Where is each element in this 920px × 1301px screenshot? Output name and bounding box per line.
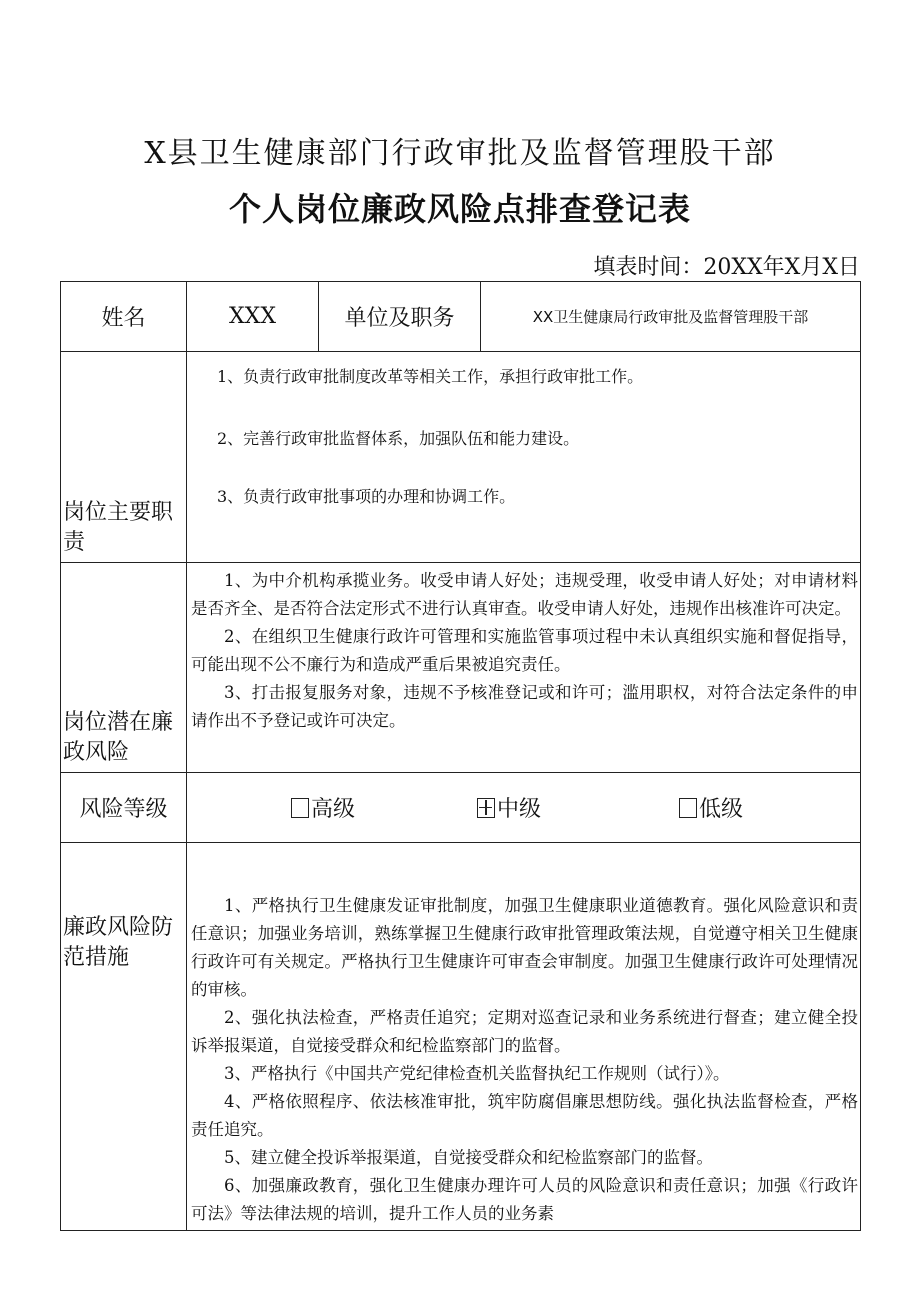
registration-form-table bbox=[60, 281, 861, 1231]
duty-item: 3、负责行政审批事项的办理和协调工作。 bbox=[217, 487, 516, 506]
risk-option-low[interactable] bbox=[679, 792, 743, 823]
risk-level-options bbox=[187, 773, 861, 843]
name-value: XXX bbox=[187, 282, 319, 352]
measure-item: 3、严格执行《中国共产党纪律检查机关监督执纪工作规则（试行）》。 bbox=[224, 1064, 730, 1083]
checkbox-medium-checked[interactable] bbox=[477, 798, 495, 818]
duties-content bbox=[187, 352, 861, 563]
name-label: 姓名 bbox=[61, 282, 187, 352]
checkbox-high[interactable] bbox=[291, 798, 309, 818]
risk-option-high-label: 高级 bbox=[311, 797, 356, 822]
risk-option-low-label: 低级 bbox=[699, 797, 744, 822]
measure-item: 4、严格依照程序、依法核准审批，筑牢防腐倡廉思想防线。强化执法监督检查，严格责任追究。 bbox=[191, 1092, 858, 1139]
risk-level-row bbox=[61, 773, 861, 843]
document-title-line1: X县卫生健康部门行政审批及监督管理股干部 bbox=[144, 136, 776, 171]
unit-label: 单位及职务 bbox=[319, 282, 481, 352]
unit-value: XX卫生健康局行政审批及监督管理股干部 bbox=[481, 282, 861, 352]
document-title-line2: 个人岗位廉政风险点排查登记表 bbox=[228, 190, 691, 228]
risk-item: 3、打击报复服务对象，违规不予核准登记或和许可；滥用职权，对符合法定条件的申请作出不予登记或许可决定。 bbox=[191, 683, 858, 730]
risks-row bbox=[61, 563, 861, 773]
checkbox-low[interactable] bbox=[679, 798, 697, 818]
duties-row bbox=[61, 352, 861, 563]
risk-option-medium[interactable] bbox=[477, 792, 541, 823]
duty-item: 2、完善行政审批监督体系，加强队伍和能力建设。 bbox=[217, 429, 580, 448]
measure-item: 6、加强廉政教育，强化卫生健康办理许可人员的风险意识和责任意识；加强《行政许可法》等法律法规的培训，提升工作人员的业务素 bbox=[191, 1176, 858, 1223]
risk-level-label: 风险等级 bbox=[61, 773, 187, 843]
risk-item: 1、为中介机构承揽业务。收受申请人好处；违规受理，收受申请人好处；对申请材料是否齐全、是否符合法定形式不进行认真审查。收受申请人好处，违规作出核准许可决定。 bbox=[191, 571, 858, 618]
risks-label: 岗位潜在廉政风险 bbox=[61, 563, 187, 773]
measure-item: 1、严格执行卫生健康发证审批制度，加强卫生健康职业道德教育。强化风险意识和责任意识；加强业务培训，熟练掌握卫生健康行政审批管理政策法规，自觉遵守相关卫生健康行政许可有关规定。严格执行卫生健康许可审查会审制度。加强卫生健康行政许可处理情况的审核。 bbox=[191, 896, 858, 999]
duty-item: 1、负责行政审批制度改革等相关工作，承担行政审批工作。 bbox=[217, 367, 644, 386]
measures-label: 廉政风险防范措施 bbox=[61, 843, 187, 1231]
risks-content bbox=[187, 563, 861, 773]
duties-label: 岗位主要职责 bbox=[61, 352, 187, 563]
header-row bbox=[61, 282, 861, 352]
fill-time: 填表时间：20XX年X月X日 bbox=[593, 255, 860, 280]
risk-option-high[interactable] bbox=[291, 792, 355, 823]
risk-item: 2、在组织卫生健康行政许可管理和实施监管事项过程中未认真组织实施和督促指导，可能出现不公不廉行为和造成严重后果被追究责任。 bbox=[191, 627, 858, 674]
measure-item: 2、强化执法检查，严格责任追究；定期对巡查记录和业务系统进行督查；建立健全投诉举报渠道，自觉接受群众和纪检监察部门的监督。 bbox=[191, 1008, 858, 1055]
measures-content bbox=[187, 843, 861, 1231]
measures-row bbox=[61, 843, 861, 1231]
risk-option-medium-label: 中级 bbox=[497, 797, 542, 822]
measure-item: 5、建立健全投诉举报渠道，自觉接受群众和纪检监察部门的监督。 bbox=[224, 1148, 713, 1167]
